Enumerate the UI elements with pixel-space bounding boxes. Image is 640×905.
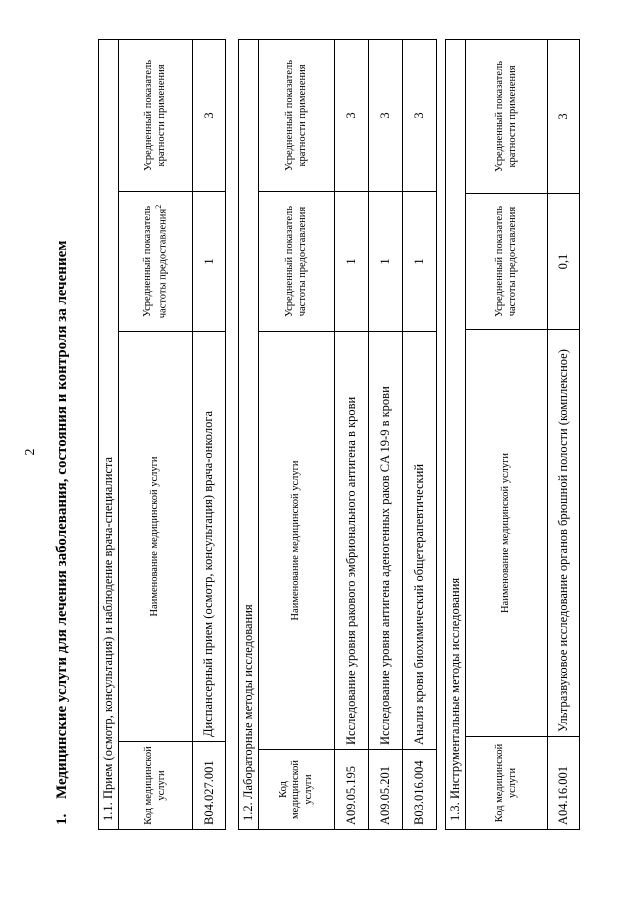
table-number: 1.1. [101,802,115,821]
header-freq [119,192,193,332]
page-number: 2 [23,448,38,456]
table-caption-text: Лабораторные методы исследования [241,604,255,799]
service-code: B03.016.004 [403,750,437,830]
table-1-1 [98,39,226,830]
header-code: Код медицинской услуги [466,737,548,830]
freq-value: 1 [193,192,226,332]
service-name: Диспансерный прием (осмотр, консультация) врача-онколога [193,332,226,742]
header-freq: Усредненный показатель частоты предоставления [466,194,548,330]
header-code: Код медицинской услуги [119,742,193,830]
mult-value: 3 [548,39,580,193]
header-mult: Усредненный показатель кратности применения [466,39,548,193]
header-name: Наименование медицинской услуги [259,332,335,750]
mult-value: 3 [335,39,369,191]
table-header-row [259,39,335,829]
table-caption-row [446,39,466,829]
header-freq-text: Усредненный показатель частоты предоставления [141,205,169,319]
service-name: Ультразвуковое исследование органов брюшной полости (комплексное) [548,330,580,737]
table-caption [99,39,119,829]
freq-value: 1 [403,192,437,332]
table-caption-row [239,39,259,829]
table-caption [446,39,466,829]
service-code: B04.027.001 [193,742,226,830]
table-row [335,39,369,829]
service-code: A09.05.201 [369,750,403,830]
table-row [548,39,580,829]
freq-value: 1 [369,192,403,332]
service-name: Исследование уровня ракового эмбрионального антигена в крови [335,332,369,750]
section-number: 1. [54,813,70,825]
header-code: Код медицинской услуги [259,750,335,830]
service-code: A09.05.195 [335,750,369,830]
table-header-row [119,39,193,829]
service-code: A04.16.001 [548,737,580,830]
footnote-marker: 2 [153,204,163,209]
mult-value: 3 [193,39,226,191]
table-number: 1.3. [448,802,462,821]
section-title-text: Медицинские услуги для лечения заболевания, состояния и контроля за лечением [54,240,70,799]
table-1-3 [445,39,580,830]
header-mult: Усредненный показатель кратности применения [259,39,335,191]
table-header-row [466,39,548,829]
table-row [193,39,226,829]
section-title [54,241,71,825]
table-1-2 [238,39,437,830]
mult-value: 3 [403,39,437,191]
header-freq: Усредненный показатель частоты предоставления [259,192,335,332]
table-number: 1.2. [241,802,255,821]
mult-value: 3 [369,39,403,191]
header-name: Наименование медицинской услуги [466,330,548,737]
service-name: Исследование уровня антигена аденогенных раков CA 19-9 в крови [369,332,403,750]
header-mult: Усредненный показатель кратности применения [119,39,193,191]
table-caption-text: Инструментальные методы исследования [448,577,462,799]
table-row [403,39,437,829]
table-row [369,39,403,829]
header-name: Наименование медицинской услуги [119,332,193,742]
table-caption-text: Прием (осмотр, консультация) и наблюдение врача-специалиста [101,456,115,799]
freq-value: 1 [335,192,369,332]
service-name: Анализ крови биохимический общетерапевтический [403,332,437,750]
freq-value: 0,1 [548,194,580,330]
table-caption [239,39,259,829]
table-caption-row [99,39,119,829]
